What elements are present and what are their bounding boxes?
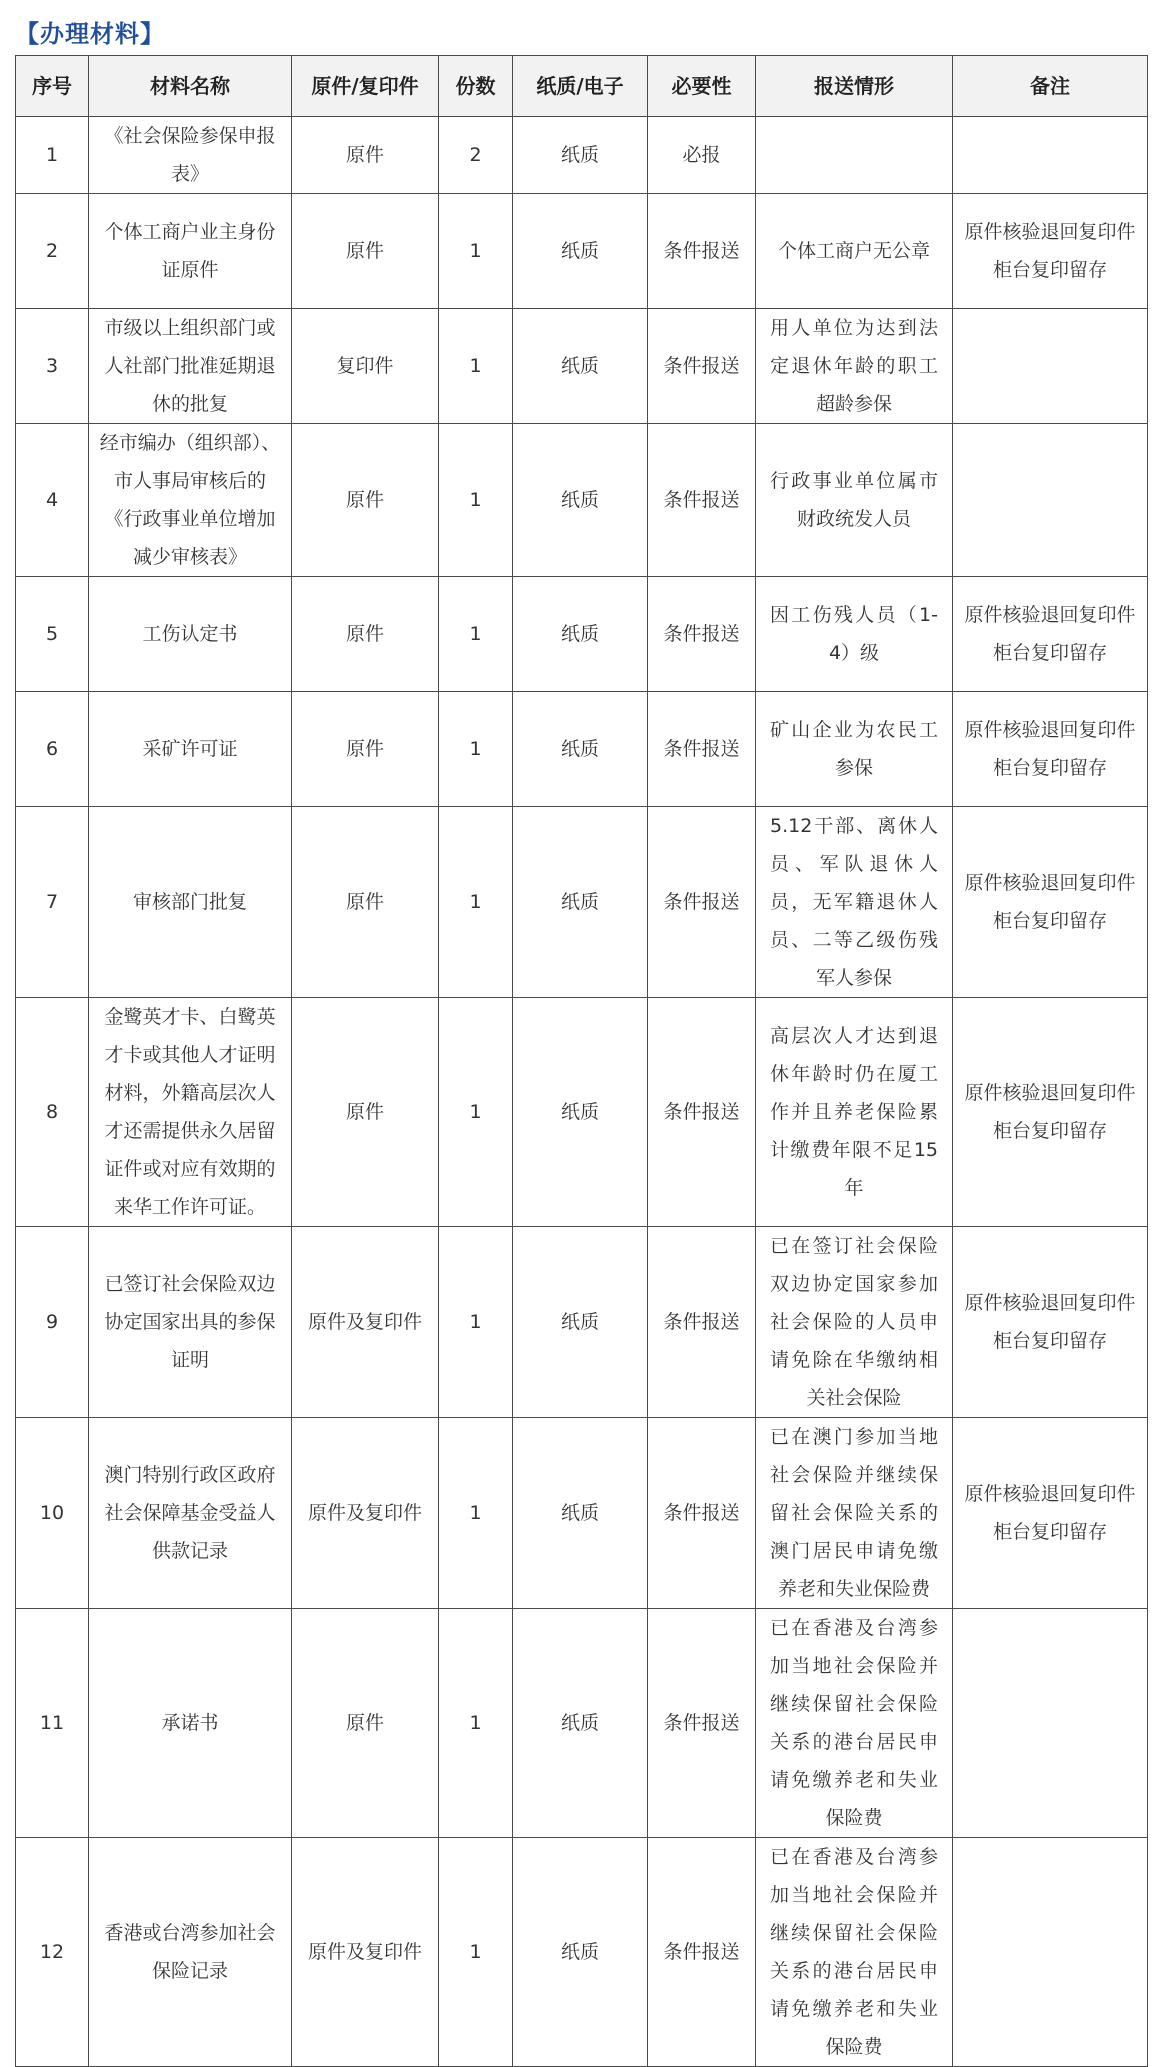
cell-count: 1 — [439, 1227, 513, 1418]
table-row — [16, 692, 1148, 807]
cell-copy: 原件及复印件 — [292, 1227, 439, 1418]
cell-count: 1 — [439, 1609, 513, 1838]
cell-name: 已签订社会保险双边协定国家出具的参保证明 — [89, 1227, 292, 1418]
cell-necessity: 条件报送 — [648, 1838, 756, 2067]
cell-situation: 已在签订社会保险双边协定国家参加社会保险的人员申请免除在华缴纳相关社会保险 — [756, 1227, 953, 1418]
cell-situation: 行政事业单位属市财政统发人员 — [756, 424, 953, 577]
cell-count: 1 — [439, 1418, 513, 1609]
cell-remark: 原件核验退回复印件柜台复印留存 — [953, 194, 1148, 309]
header-copy: 原件/复印件 — [292, 56, 439, 117]
cell-no: 5 — [16, 577, 89, 692]
cell-copy: 原件 — [292, 1609, 439, 1838]
cell-situation: 用人单位为达到法定退休年龄的职工超龄参保 — [756, 309, 953, 424]
cell-necessity: 条件报送 — [648, 1418, 756, 1609]
header-name: 材料名称 — [89, 56, 292, 117]
cell-medium: 纸质 — [513, 692, 648, 807]
cell-name: 采矿许可证 — [89, 692, 292, 807]
header-situation: 报送情形 — [756, 56, 953, 117]
cell-copy: 原件 — [292, 807, 439, 998]
cell-count: 1 — [439, 998, 513, 1227]
table-row — [16, 1418, 1148, 1609]
table-row — [16, 807, 1148, 998]
cell-necessity: 条件报送 — [648, 194, 756, 309]
materials-table — [15, 55, 1148, 2067]
table-row — [16, 1227, 1148, 1418]
cell-remark — [953, 1609, 1148, 1838]
table-row — [16, 577, 1148, 692]
cell-necessity: 条件报送 — [648, 998, 756, 1227]
table-header-row — [16, 56, 1148, 117]
cell-remark — [953, 309, 1148, 424]
cell-name: 市级以上组织部门或人社部门批准延期退休的批复 — [89, 309, 292, 424]
cell-no: 10 — [16, 1418, 89, 1609]
cell-copy: 原件 — [292, 577, 439, 692]
cell-copy: 原件 — [292, 117, 439, 194]
cell-count: 1 — [439, 1838, 513, 2067]
cell-name: 经市编办（组织部）、市人事局审核后的《行政事业单位增加减少审核表》 — [89, 424, 292, 577]
cell-no: 11 — [16, 1609, 89, 1838]
cell-copy: 原件 — [292, 998, 439, 1227]
cell-medium: 纸质 — [513, 309, 648, 424]
header-no: 序号 — [16, 56, 89, 117]
cell-name: 承诺书 — [89, 1609, 292, 1838]
cell-no: 2 — [16, 194, 89, 309]
cell-no: 4 — [16, 424, 89, 577]
cell-count: 1 — [439, 309, 513, 424]
cell-no: 9 — [16, 1227, 89, 1418]
cell-count: 1 — [439, 424, 513, 577]
cell-count: 1 — [439, 807, 513, 998]
cell-situation: 已在澳门参加当地社会保险并继续保留社会保险关系的澳门居民申请免缴养老和失业保险费 — [756, 1418, 953, 1609]
cell-medium: 纸质 — [513, 577, 648, 692]
cell-situation: 个体工商户无公章 — [756, 194, 953, 309]
cell-medium: 纸质 — [513, 1838, 648, 2067]
cell-necessity: 条件报送 — [648, 692, 756, 807]
cell-no: 3 — [16, 309, 89, 424]
cell-remark — [953, 117, 1148, 194]
cell-name: 香港或台湾参加社会保险记录 — [89, 1838, 292, 2067]
cell-medium: 纸质 — [513, 807, 648, 998]
cell-medium: 纸质 — [513, 1418, 648, 1609]
cell-count: 1 — [439, 577, 513, 692]
cell-remark — [953, 1838, 1148, 2067]
cell-medium: 纸质 — [513, 998, 648, 1227]
cell-copy: 原件及复印件 — [292, 1418, 439, 1609]
section-title: 【办理材料】 — [15, 20, 165, 48]
cell-no: 12 — [16, 1838, 89, 2067]
cell-situation — [756, 117, 953, 194]
cell-no: 8 — [16, 998, 89, 1227]
cell-remark: 原件核验退回复印件柜台复印留存 — [953, 998, 1148, 1227]
cell-situation: 因工伤残人员（1-4）级 — [756, 577, 953, 692]
cell-copy: 原件及复印件 — [292, 1838, 439, 2067]
cell-remark: 原件核验退回复印件柜台复印留存 — [953, 577, 1148, 692]
cell-name: 工伤认定书 — [89, 577, 292, 692]
cell-name: 澳门特别行政区政府社会保障基金受益人供款记录 — [89, 1418, 292, 1609]
cell-medium: 纸质 — [513, 1609, 648, 1838]
cell-medium: 纸质 — [513, 194, 648, 309]
cell-copy: 原件 — [292, 692, 439, 807]
cell-remark — [953, 424, 1148, 577]
cell-necessity: 条件报送 — [648, 1227, 756, 1418]
cell-name: 金鹭英才卡、白鹭英才卡或其他人才证明材料，外籍高层次人才还需提供永久居留证件或对应有效期的来华工作许可证。 — [89, 998, 292, 1227]
cell-situation: 高层次人才达到退休年龄时仍在厦工作并且养老保险累计缴费年限不足15年 — [756, 998, 953, 1227]
cell-medium: 纸质 — [513, 117, 648, 194]
header-medium: 纸质/电子 — [513, 56, 648, 117]
cell-remark: 原件核验退回复印件柜台复印留存 — [953, 1418, 1148, 1609]
cell-remark: 原件核验退回复印件柜台复印留存 — [953, 1227, 1148, 1418]
cell-no: 7 — [16, 807, 89, 998]
cell-remark: 原件核验退回复印件柜台复印留存 — [953, 692, 1148, 807]
cell-situation: 5.12干部、离休人员、军队退休人员，无军籍退休人员、二等乙级伤残军人参保 — [756, 807, 953, 998]
table-row — [16, 998, 1148, 1227]
cell-copy: 原件 — [292, 424, 439, 577]
cell-situation: 已在香港及台湾参加当地社会保险并继续保留社会保险关系的港台居民申请免缴养老和失业保险费 — [756, 1838, 953, 2067]
table-row — [16, 117, 1148, 194]
cell-copy: 原件 — [292, 194, 439, 309]
header-necessity: 必要性 — [648, 56, 756, 117]
cell-no: 1 — [16, 117, 89, 194]
cell-necessity: 条件报送 — [648, 309, 756, 424]
cell-copy: 复印件 — [292, 309, 439, 424]
table-row — [16, 309, 1148, 424]
cell-medium: 纸质 — [513, 1227, 648, 1418]
table-row — [16, 1609, 1148, 1838]
cell-name: 审核部门批复 — [89, 807, 292, 998]
cell-name: 个体工商户业主身份证原件 — [89, 194, 292, 309]
cell-situation: 矿山企业为农民工参保 — [756, 692, 953, 807]
cell-necessity: 条件报送 — [648, 1609, 756, 1838]
cell-necessity: 条件报送 — [648, 424, 756, 577]
cell-count: 1 — [439, 692, 513, 807]
cell-name: 《社会保险参保申报表》 — [89, 117, 292, 194]
cell-medium: 纸质 — [513, 424, 648, 577]
cell-necessity: 必报 — [648, 117, 756, 194]
cell-situation: 已在香港及台湾参加当地社会保险并继续保留社会保险关系的港台居民申请免缴养老和失业保险费 — [756, 1609, 953, 1838]
cell-remark: 原件核验退回复印件柜台复印留存 — [953, 807, 1148, 998]
table-row — [16, 194, 1148, 309]
cell-count: 2 — [439, 117, 513, 194]
cell-no: 6 — [16, 692, 89, 807]
cell-count: 1 — [439, 194, 513, 309]
cell-necessity: 条件报送 — [648, 807, 756, 998]
header-count: 份数 — [439, 56, 513, 117]
table-row — [16, 424, 1148, 577]
header-remark: 备注 — [953, 56, 1148, 117]
table-row — [16, 1838, 1148, 2067]
cell-necessity: 条件报送 — [648, 577, 756, 692]
